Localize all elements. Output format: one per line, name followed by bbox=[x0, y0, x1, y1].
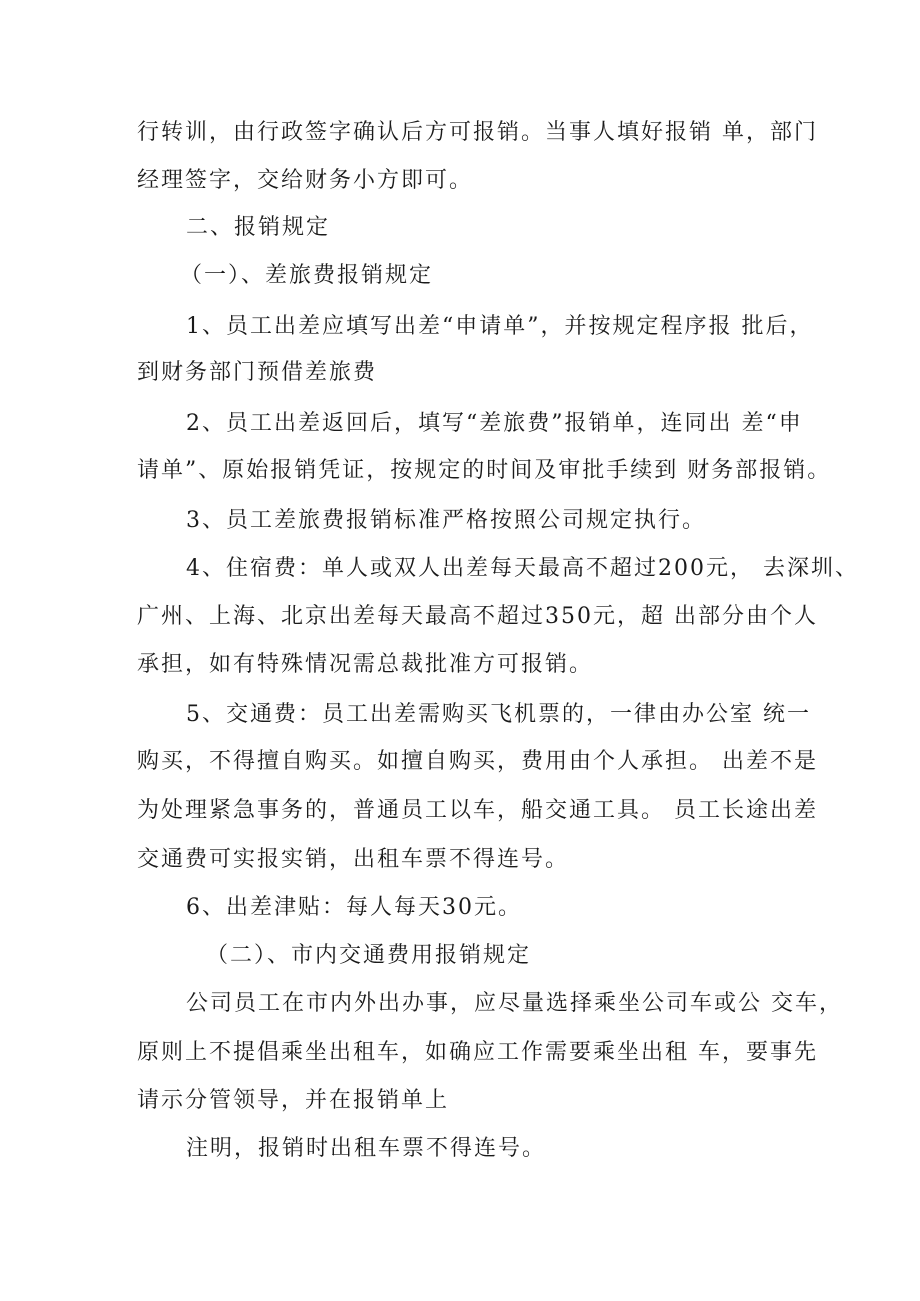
paragraph-line: 到财务部门预借差旅费 bbox=[137, 360, 378, 385]
paragraph-line: 为处理紧急事务的，普通员工以车，船交通工具。 员工长途出差 bbox=[137, 798, 818, 823]
paragraph-line: 请单”、原始报销凭证，按规定的时间及审批手续到 财务部报销。 bbox=[137, 458, 832, 483]
paragraph-line: 经理签字，交给财务小方即可。 bbox=[137, 168, 474, 193]
paragraph-line: 广州、上海、北京出差每天最高不超过350元，超 出部分由个人 bbox=[137, 604, 818, 629]
paragraph-line: 注明，报销时出租车票不得连号。 bbox=[186, 1136, 547, 1161]
paragraph-line: 2、员工出差返回后，填写“差旅费”报销单，连同出 差“申 bbox=[186, 411, 803, 436]
paragraph-line: 承担，如有特殊情况需总裁批准方可报销。 bbox=[137, 652, 594, 677]
paragraph-line: 行转训，由行政签字确认后方可报销。当事人填好报销 单，部门 bbox=[137, 120, 818, 145]
paragraph-line: 5、交通费：员工出差需购买飞机票的，一律由办公室 统一 bbox=[186, 702, 811, 727]
paragraph-line: 原则上不提倡乘坐出租车，如确应工作需要乘坐出租 车，要事先 bbox=[137, 1040, 818, 1065]
paragraph-line: 公司员工在市内外出办事，应尽量选择乘坐公司车或公 交车， bbox=[186, 991, 843, 1016]
subsection-heading: （一）、差旅费报销规定 bbox=[180, 263, 434, 288]
paragraph-line: 购买，不得擅自购买。如擅自购买，费用由个人承担。 出差不是 bbox=[137, 749, 818, 774]
paragraph-line: 6、出差津贴：每人每天30元。 bbox=[186, 895, 522, 920]
subsection-heading: （二）、市内交通费用报销规定 bbox=[206, 943, 532, 968]
paragraph-line: 3、员工差旅费报销标准严格按照公司规定执行。 bbox=[186, 508, 706, 533]
paragraph-line: 请示分管领导，并在报销单上 bbox=[137, 1088, 450, 1113]
paragraph-line: 1、员工出差应填写出差“申请单”，并按规定程序报 批后， bbox=[186, 314, 814, 339]
paragraph-line: 交通费可实报实销，出租车票不得连号。 bbox=[137, 847, 570, 872]
paragraph-line: 4、住宿费：单人或双人出差每天最高不超过200元， 去深圳、 bbox=[186, 556, 859, 581]
section-heading: 二、报销规定 bbox=[186, 215, 331, 240]
